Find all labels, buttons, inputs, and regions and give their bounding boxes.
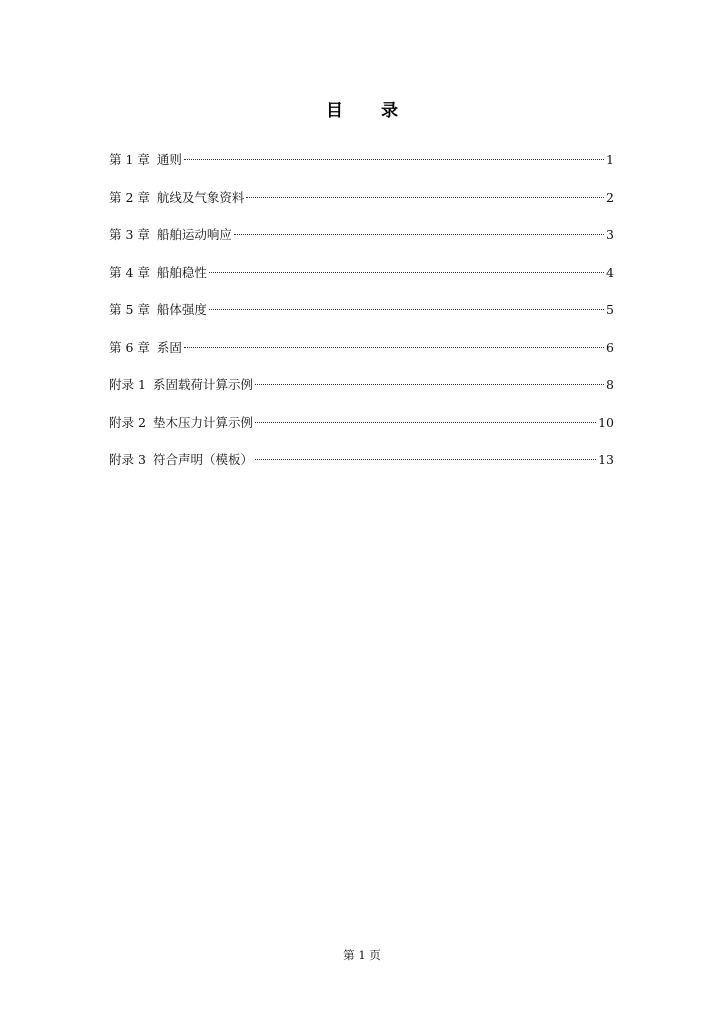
toc-entry-page: 13 <box>598 452 614 467</box>
dot-leader <box>255 448 596 464</box>
dot-leader <box>234 223 604 239</box>
toc-entry-page: 5 <box>606 302 614 317</box>
toc-entry-appendix-2[interactable] <box>109 411 614 430</box>
toc-entry-chapter-6[interactable] <box>109 336 614 355</box>
toc-entry-page: 6 <box>606 339 614 355</box>
toc-entry-page: 1 <box>606 152 614 167</box>
toc-entry-page: 8 <box>606 377 614 392</box>
toc-entry-chapter-1[interactable] <box>109 148 614 167</box>
toc-entry-title: 船舶运动响应 <box>156 227 232 242</box>
toc-entry-page: 10 <box>598 414 614 430</box>
toc-entry-number: 第 3 章 <box>109 227 150 242</box>
toc-entry-page: 2 <box>606 189 614 205</box>
toc-entry-chapter-4[interactable] <box>109 261 614 280</box>
page-number-footer: 第 1 页 <box>343 948 381 962</box>
dot-leader <box>255 411 596 427</box>
toc-entry-chapter-5[interactable] <box>109 298 614 317</box>
toc-title: 目 录 <box>326 101 414 121</box>
toc-entry-number: 第 1 章 <box>109 152 150 167</box>
dot-leader <box>209 298 604 314</box>
toc-entry-title: 通则 <box>156 152 182 167</box>
toc-entry-number: 附录 2 <box>109 414 146 430</box>
toc-entry-page: 3 <box>606 227 614 242</box>
dot-leader <box>184 336 604 352</box>
toc-entry-appendix-3[interactable] <box>109 448 614 467</box>
toc-entry-number: 第 4 章 <box>109 264 150 280</box>
dot-leader <box>209 261 604 277</box>
toc-entry-title: 船舶稳性 <box>156 264 207 280</box>
toc-entry-title: 船体强度 <box>156 302 207 317</box>
toc-entry-title: 航线及气象资料 <box>156 189 245 205</box>
toc-entry-title: 系固 <box>156 339 182 355</box>
toc-entry-title: 垫木压力计算示例 <box>152 414 253 430</box>
dot-leader <box>246 186 604 202</box>
toc-entry-number: 附录 3 <box>109 452 146 467</box>
toc-entry-title: 系固载荷计算示例 <box>152 377 253 392</box>
toc-entry-number: 附录 1 <box>109 377 146 392</box>
toc-entry-number: 第 6 章 <box>109 339 150 355</box>
toc-entry-number: 第 5 章 <box>109 302 150 317</box>
dot-leader <box>184 148 604 164</box>
table-of-contents <box>109 148 614 486</box>
toc-entry-number: 第 2 章 <box>109 189 150 205</box>
toc-entry-chapter-3[interactable] <box>109 223 614 242</box>
dot-leader <box>255 373 604 389</box>
toc-entry-chapter-2[interactable] <box>109 186 614 205</box>
toc-entry-page: 4 <box>606 264 614 280</box>
toc-entry-title: 符合声明（模板） <box>152 452 253 467</box>
toc-entry-appendix-1[interactable] <box>109 373 614 392</box>
